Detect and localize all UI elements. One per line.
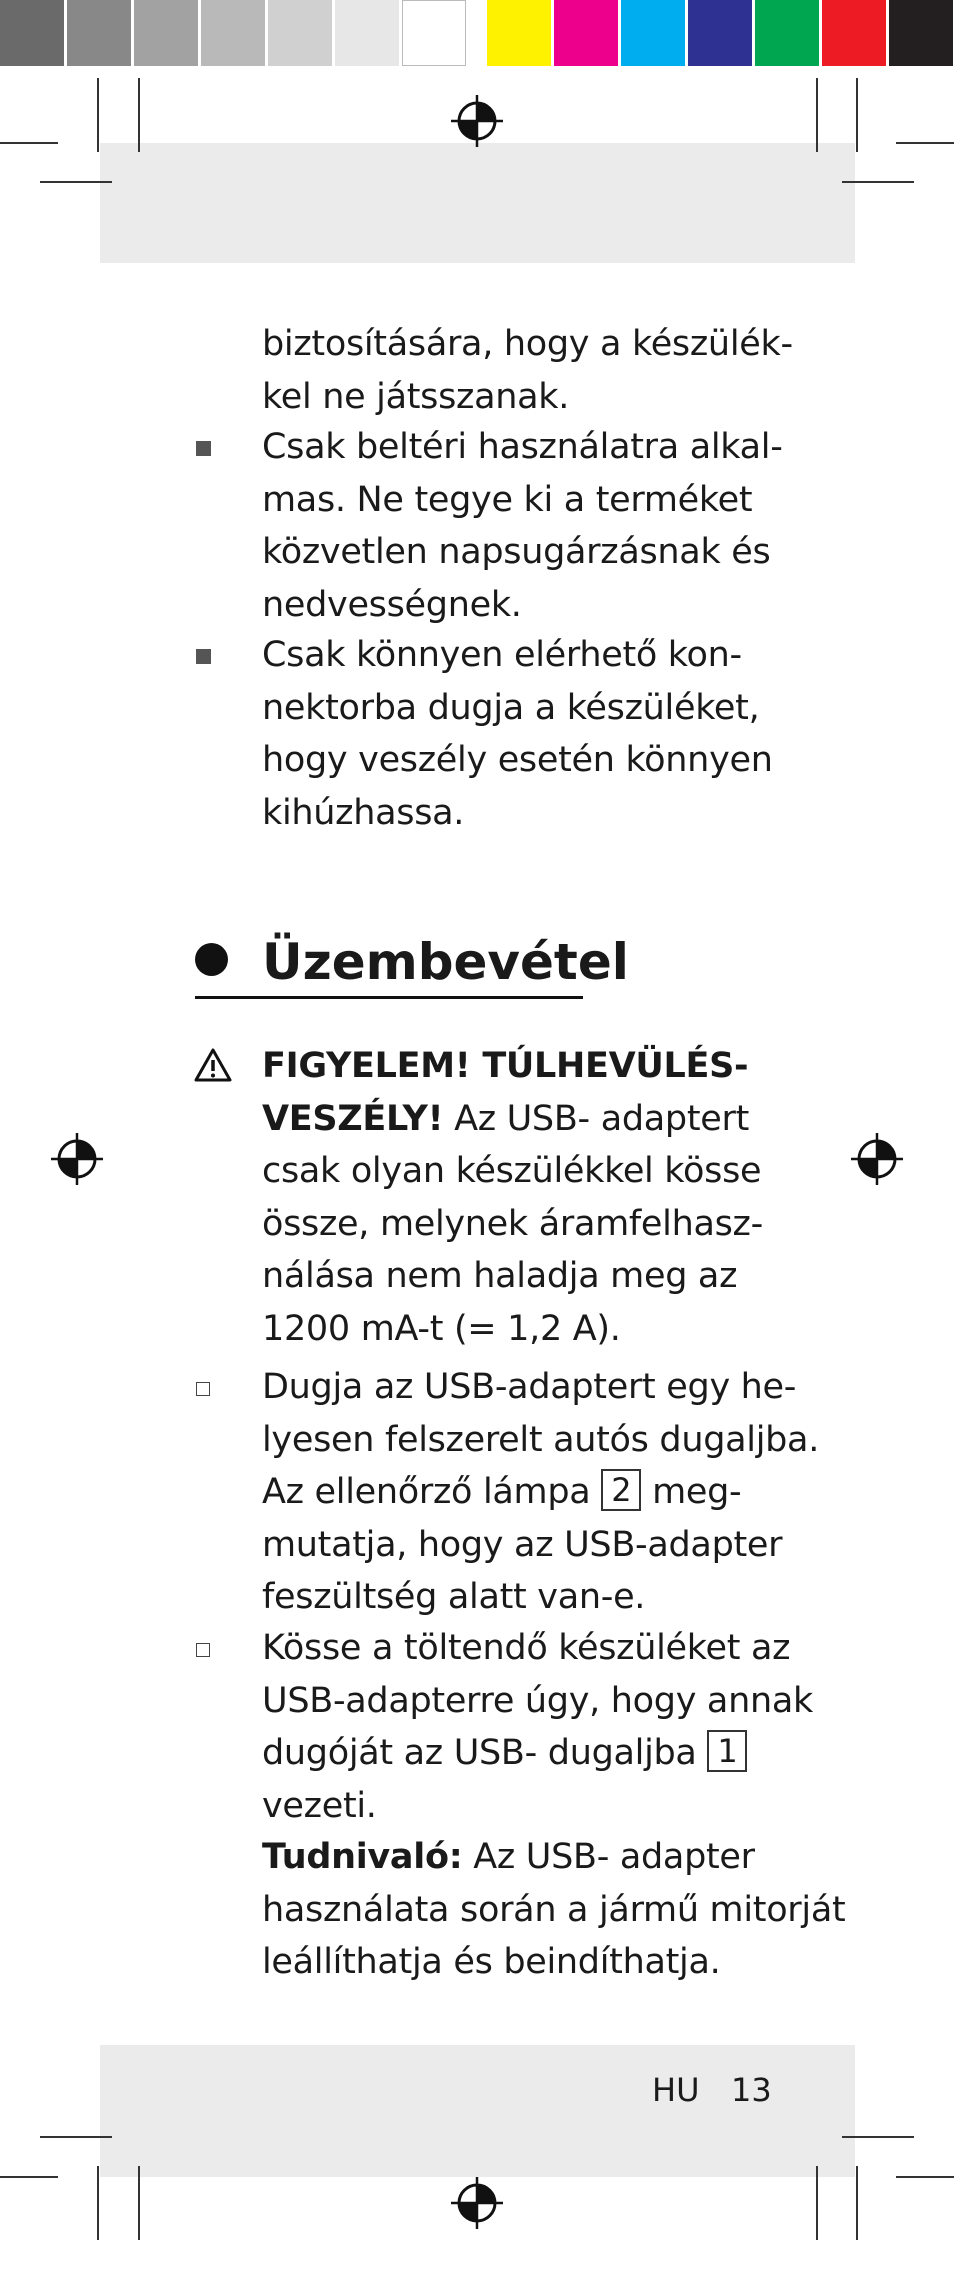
text-line: Csak beltéri használatra alkal- (262, 427, 783, 467)
text-line: Az ellenőrző lámpa (262, 1472, 602, 1512)
color-swatch (755, 0, 819, 66)
text-line: feszültség alatt van-e. (262, 1577, 646, 1617)
color-swatch (822, 0, 886, 66)
text-line: nedvességnek. (262, 584, 522, 625)
text-line: hogy veszély esetén könnyen (262, 740, 773, 780)
text-line: lyesen felszerelt autós dugaljba. (262, 1419, 820, 1460)
crop-mark (816, 78, 818, 152)
registration-mark-icon (449, 2175, 505, 2231)
section-title: Üzembevétel (262, 933, 629, 991)
registration-mark-icon (449, 93, 505, 149)
text-line: közvetlen napsugárzásnak és (262, 532, 771, 572)
bullet-square-icon (196, 441, 211, 456)
crop-mark (842, 181, 914, 183)
text-line: mas. Ne tegye ki a terméket (262, 479, 753, 520)
gray-swatch (67, 0, 131, 66)
step-item (262, 1361, 819, 1624)
gray-swatch (335, 0, 399, 66)
text-line: dugóját az USB- dugaljba (262, 1733, 708, 1773)
text-line: meg- (641, 1472, 742, 1512)
gray-swatch (0, 0, 64, 66)
warning-heading: FIGYELEM! TÚLHEVÜLÉS- (262, 1046, 749, 1086)
crop-mark (0, 142, 58, 144)
crop-mark (138, 2166, 140, 2240)
section-underline (195, 996, 583, 999)
registration-mark-icon (849, 1131, 905, 1187)
gray-swatch (268, 0, 332, 66)
footer-language: HU (652, 2071, 700, 2109)
text-line: mutatja, hogy az USB-adapter (262, 1524, 783, 1565)
crop-mark (40, 2136, 112, 2138)
text-line: nálása nem haladja meg az (262, 1256, 738, 1296)
crop-mark (856, 2166, 858, 2240)
registration-mark-icon (49, 1131, 105, 1187)
note-block (262, 1831, 845, 1989)
text-line: vezeti. (262, 1785, 377, 1826)
gray-calibration-bar (0, 0, 469, 71)
text-line: Csak könnyen elérhető kon- (262, 635, 742, 675)
crop-mark (97, 78, 99, 152)
text-line: csak olyan készülékkel kösse (262, 1151, 762, 1191)
note-label: Tudnivaló: (262, 1837, 463, 1877)
crop-mark (97, 2166, 99, 2240)
crop-mark (40, 181, 112, 183)
continuation-text (262, 318, 793, 423)
text-line: leállíthatja és beindíthatja. (262, 1942, 721, 1982)
text-line: Dugja az USB-adaptert egy he- (262, 1367, 797, 1407)
color-swatch (487, 0, 551, 66)
text-line: USB-adapterre úgy, hogy annak (262, 1680, 813, 1721)
crop-mark (138, 78, 140, 152)
text-line: 1200 mA-t (= 1,2 A). (262, 1308, 621, 1349)
gray-swatch (134, 0, 198, 66)
warning-triangle-icon (193, 1047, 233, 1083)
warning-heading: VESZÉLY! (262, 1098, 444, 1139)
text-line: kel ne játsszanak. (262, 376, 570, 417)
color-calibration-bar (487, 0, 954, 71)
color-swatch (554, 0, 618, 66)
text-line: Kösse a töltendő készüléket az (262, 1628, 791, 1668)
text-line: kihúzhassa. (262, 792, 465, 833)
step-checkbox-icon (196, 1643, 210, 1657)
gray-swatch (201, 0, 265, 66)
header-band (100, 143, 855, 263)
warning-block (262, 1040, 763, 1355)
crop-mark (816, 2166, 818, 2240)
color-swatch (688, 0, 752, 66)
text-line: Az USB- adapter (462, 1837, 755, 1877)
section-bullet-icon (195, 943, 228, 976)
text-line: nektorba dugja a készüléket, (262, 687, 760, 728)
text-line: használata során a jármű mitorját (262, 1889, 846, 1930)
part-reference-badge: 1 (707, 1730, 747, 1772)
color-swatch (889, 0, 953, 66)
crop-mark (842, 2136, 914, 2138)
step-checkbox-icon (196, 1382, 210, 1396)
step-item (262, 1622, 813, 1832)
safety-item (262, 421, 783, 631)
text-line: Az USB- adaptert (443, 1098, 750, 1139)
crop-mark (896, 142, 954, 144)
text-line: biztosítására, hogy a készülék- (262, 324, 793, 364)
part-reference-badge: 2 (601, 1469, 641, 1511)
page-number: 13 (731, 2071, 772, 2109)
gray-swatch (402, 0, 466, 66)
crop-mark (896, 2176, 954, 2178)
text-line: össze, melynek áramfelhasz- (262, 1203, 763, 1244)
crop-mark (856, 78, 858, 152)
safety-item (262, 629, 773, 839)
color-swatch (621, 0, 685, 66)
bullet-square-icon (196, 649, 211, 664)
crop-mark (0, 2176, 58, 2178)
